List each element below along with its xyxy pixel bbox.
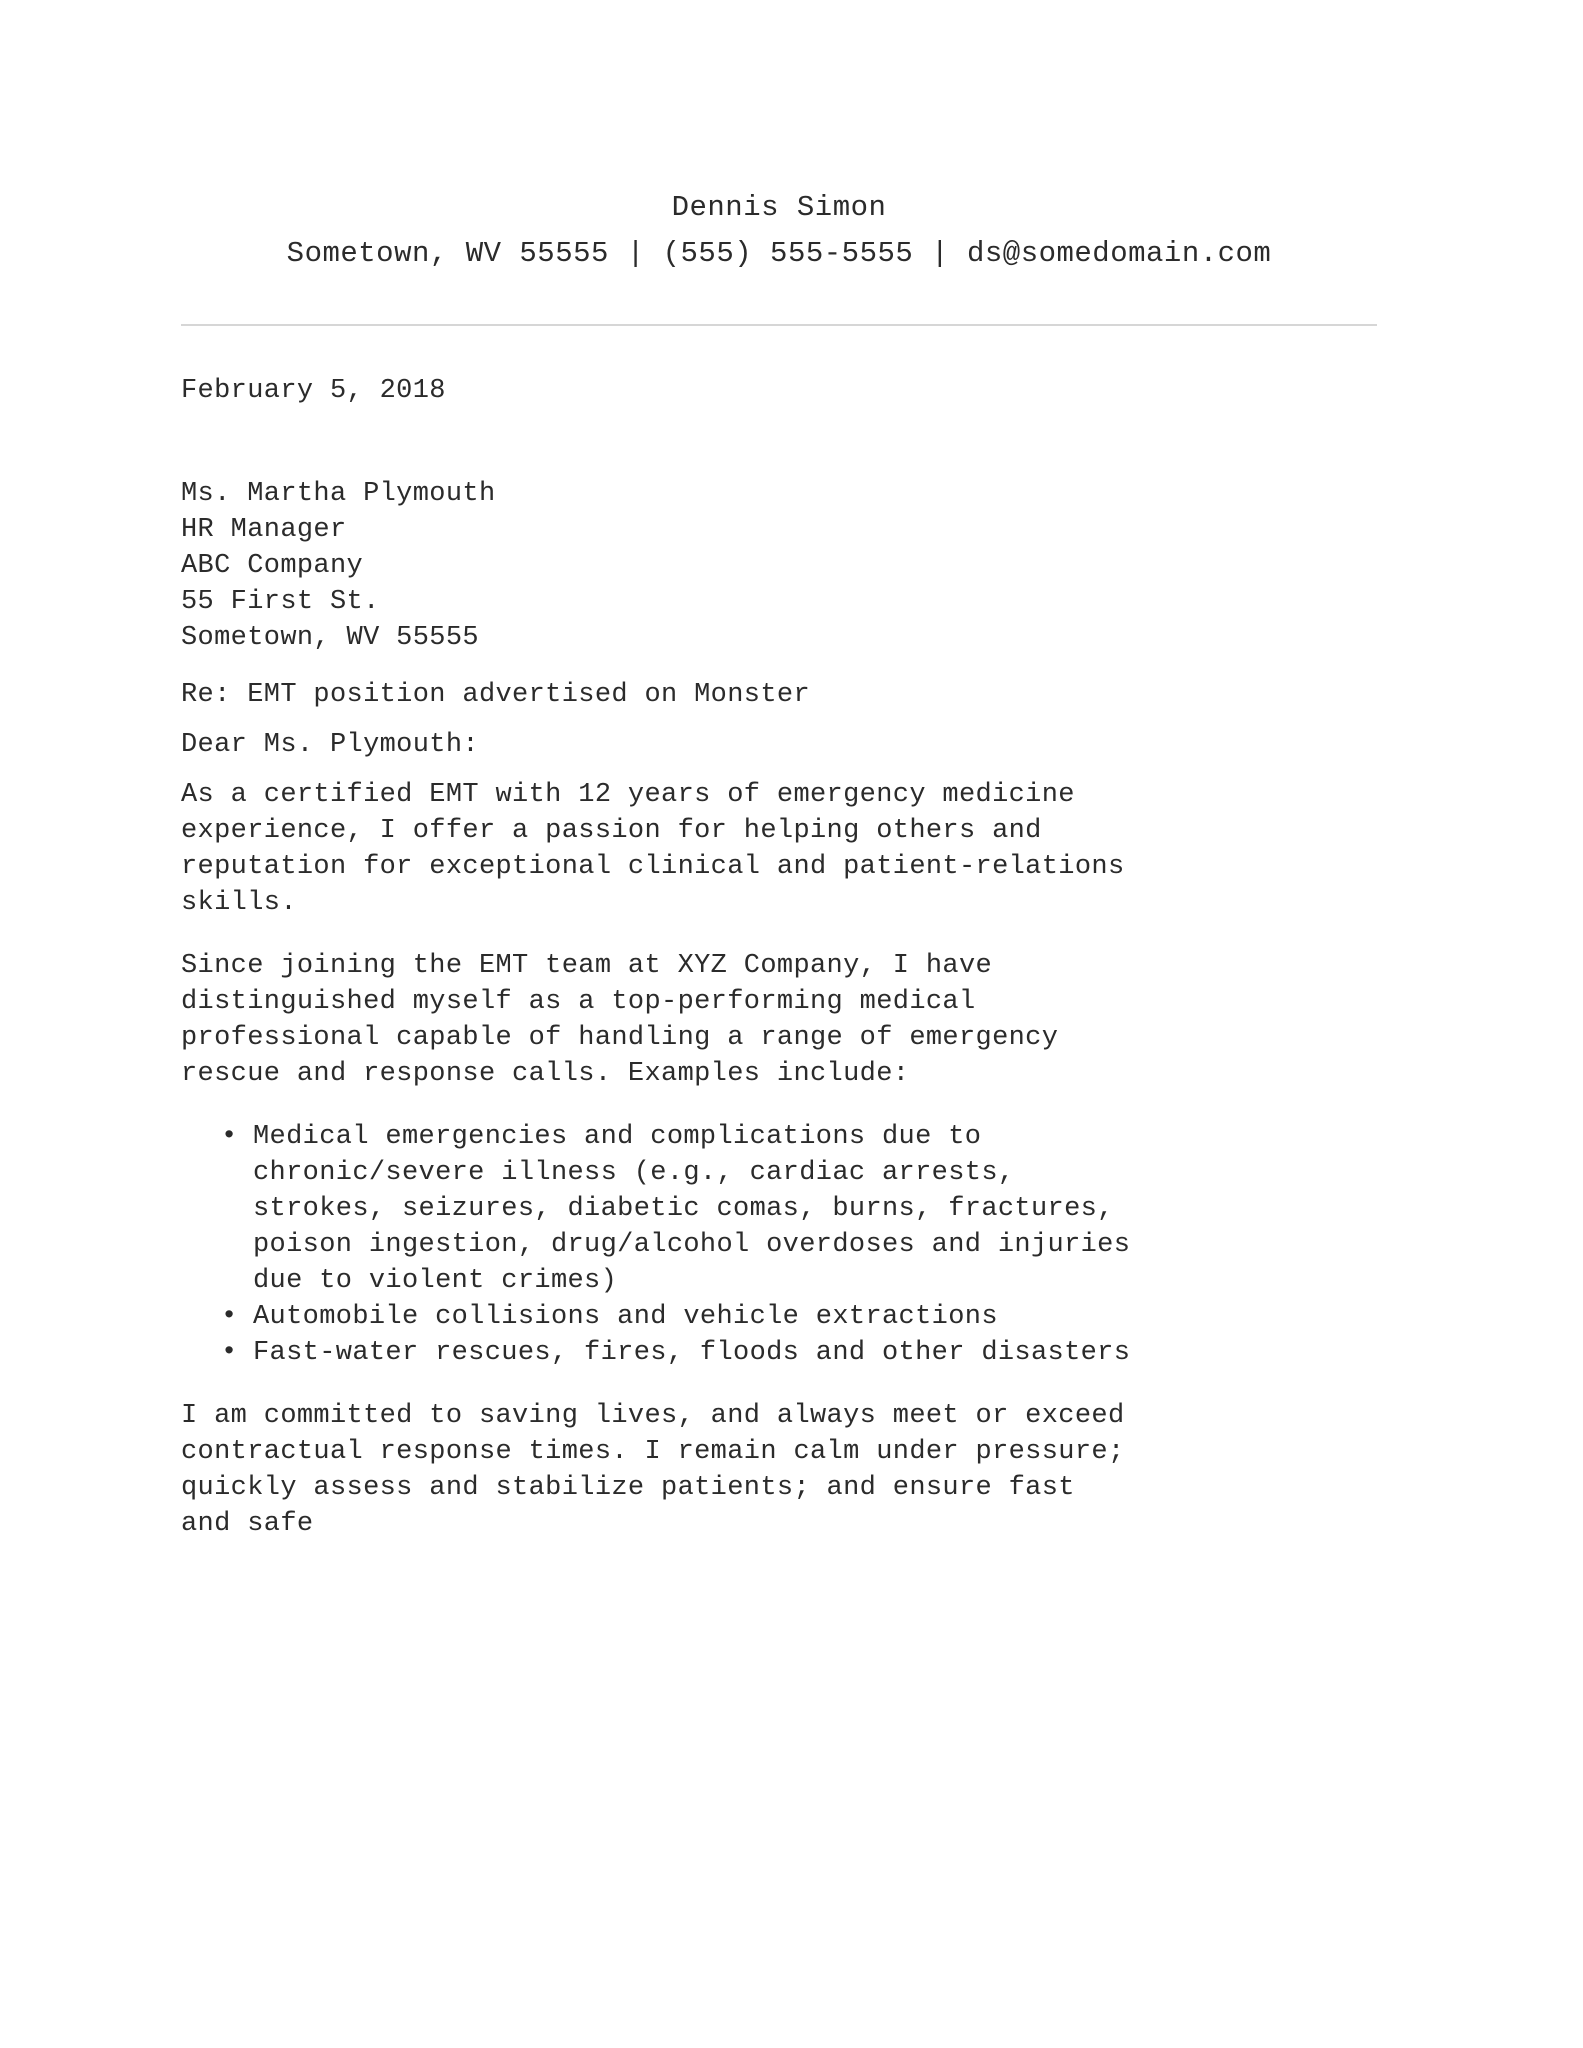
letterhead-divider: [181, 324, 1377, 326]
qualification-list: [181, 1119, 1141, 1371]
bullet-icon: •: [221, 1122, 238, 1152]
list-item-text: Medical emergencies and complications due to chronic/severe illness (e.g., cardiac arrests, strokes, seizures, diabetic comas, burns, fractures, poison ingestion, drug/alcohol overdoses and injuries due to violent crimes): [253, 1122, 1131, 1296]
letterhead: [181, 0, 1377, 326]
letter-body: [181, 373, 1377, 1542]
list-item: [181, 1335, 1141, 1371]
recipient-address-block: [181, 476, 1377, 656]
letter-content-column: [181, 0, 1377, 1569]
recipient-name: Ms. Martha Plymouth: [181, 479, 496, 509]
body-paragraph-2: Since joining the EMT team at XYZ Company, I have distinguished myself as a top-performing medical professional capable of handling a range of emergency rescue and response calls. Examples include:: [181, 951, 1059, 1089]
salutation: Dear Ms. Plymouth:: [181, 730, 479, 760]
recipient-city-state-zip: Sometown, WV 55555: [181, 623, 479, 653]
recipient-company: ABC Company: [181, 551, 364, 581]
sender-name: Dennis Simon: [671, 191, 887, 224]
sender-contact-line: Sometown, WV 55555 | (555) 555-5555 | ds@somedomain.com: [286, 237, 1272, 270]
list-item: [181, 1299, 1141, 1335]
letter-date: February 5, 2018: [181, 376, 446, 406]
recipient-title: HR Manager: [181, 515, 347, 545]
body-paragraph-1: As a certified EMT with 12 years of emergency medicine experience, I offer a passion for helping others and reputation for exceptional clinical and patient-relations skills.: [181, 780, 1125, 918]
list-item-text: Fast-water rescues, fires, floods and other disasters: [253, 1338, 1131, 1368]
bullet-icon: •: [221, 1302, 238, 1332]
list-item: [181, 1119, 1141, 1299]
bullet-icon: •: [221, 1338, 238, 1368]
list-item-text: Automobile collisions and vehicle extractions: [253, 1302, 998, 1332]
subject-line: Re: EMT position advertised on Monster: [181, 680, 810, 710]
body-paragraph-3: I am committed to saving lives, and always meet or exceed contractual response times. I remain calm under pressure; quickly assess and stabilize patients; and ensure fast and safe: [181, 1401, 1125, 1539]
recipient-street: 55 First St.: [181, 587, 380, 617]
